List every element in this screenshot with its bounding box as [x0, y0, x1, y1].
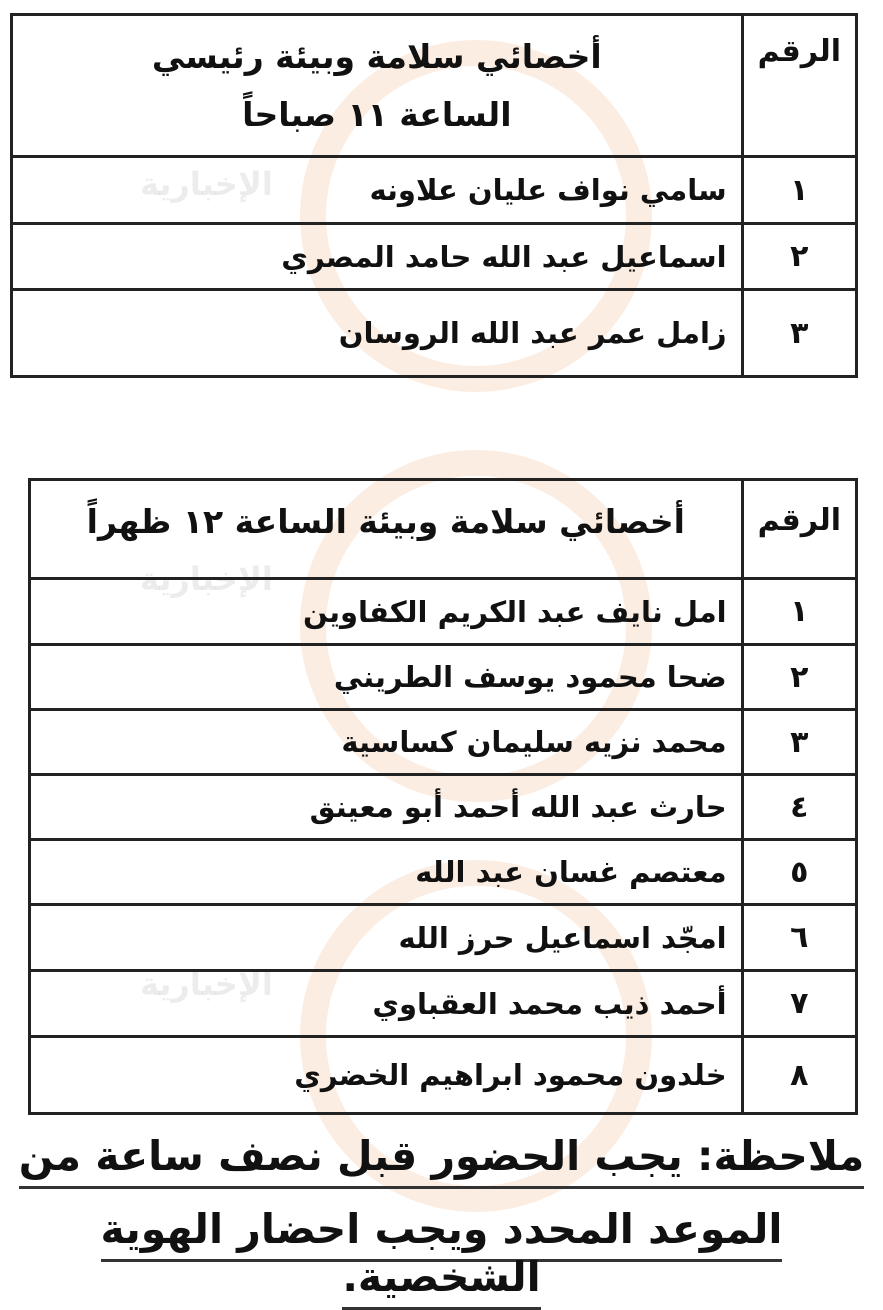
row-name: خلدون محمود ابراهيم الخضري: [30, 1037, 743, 1114]
schedule-table-12pm: [28, 478, 858, 1115]
table-row: [30, 971, 857, 1037]
note-text: ملاحظة: يجب الحضور قبل نصف ساعة من: [19, 1132, 865, 1189]
watermark-text: الإخبارية: [140, 560, 273, 598]
row-name: ضحا محمود يوسف الطريني: [30, 645, 743, 710]
title-line-2: الساعة ١١ صباحاً: [242, 94, 512, 134]
row-number: ٥: [742, 840, 856, 905]
row-name: أحمد ذيب محمد العقباوي: [30, 971, 743, 1037]
table-row: [30, 905, 857, 971]
table-title: أخصائي سلامة وبيئة الساعة ١٢ ظهراً: [30, 480, 743, 579]
row-name: محمد نزيه سليمان كساسية: [30, 710, 743, 775]
row-name: معتصم غسان عبد الله: [30, 840, 743, 905]
watermark-text: الإخبارية: [140, 165, 273, 203]
row-number: ٢: [742, 224, 856, 290]
row-name: امجّد اسماعيل حرز الله: [30, 905, 743, 971]
table-row: [30, 579, 857, 645]
schedule-table-11am: [10, 13, 858, 378]
table-row: [30, 775, 857, 840]
table-row: [30, 840, 857, 905]
watermark-text: الإخبارية: [140, 965, 273, 1003]
row-name: سامي نواف عليان علاونه: [12, 157, 743, 224]
row-number: ١: [742, 579, 856, 645]
row-number: ٨: [742, 1037, 856, 1114]
row-name: امل نايف عبد الكريم الكفاوين: [30, 579, 743, 645]
row-number: ١: [742, 157, 856, 224]
row-number: ٦: [742, 905, 856, 971]
row-name: اسماعيل عبد الله حامد المصري: [12, 224, 743, 290]
number-column-header: الرقم: [742, 15, 856, 157]
row-number: ٣: [742, 290, 856, 377]
row-number: ٧: [742, 971, 856, 1037]
table-row: [12, 290, 857, 377]
row-number: ٣: [742, 710, 856, 775]
table-row: [30, 710, 857, 775]
table-row: [12, 224, 857, 290]
table-row: [12, 157, 857, 224]
table-row: [30, 1037, 857, 1114]
table-row: [30, 645, 857, 710]
table-title: [12, 15, 743, 157]
row-number: ٢: [742, 645, 856, 710]
row-number: ٤: [742, 775, 856, 840]
note-line-1: [0, 1132, 883, 1180]
row-name: زامل عمر عبد الله الروسان: [12, 290, 743, 377]
note-line-2: [0, 1205, 883, 1301]
row-name: حارث عبد الله أحمد أبو معينق: [30, 775, 743, 840]
title-line-1: أخصائي سلامة وبيئة رئيسي: [151, 36, 602, 76]
number-column-header: الرقم: [742, 480, 856, 579]
note-text: الموعد المحدد ويجب احضار الهوية الشخصية.: [101, 1205, 783, 1310]
